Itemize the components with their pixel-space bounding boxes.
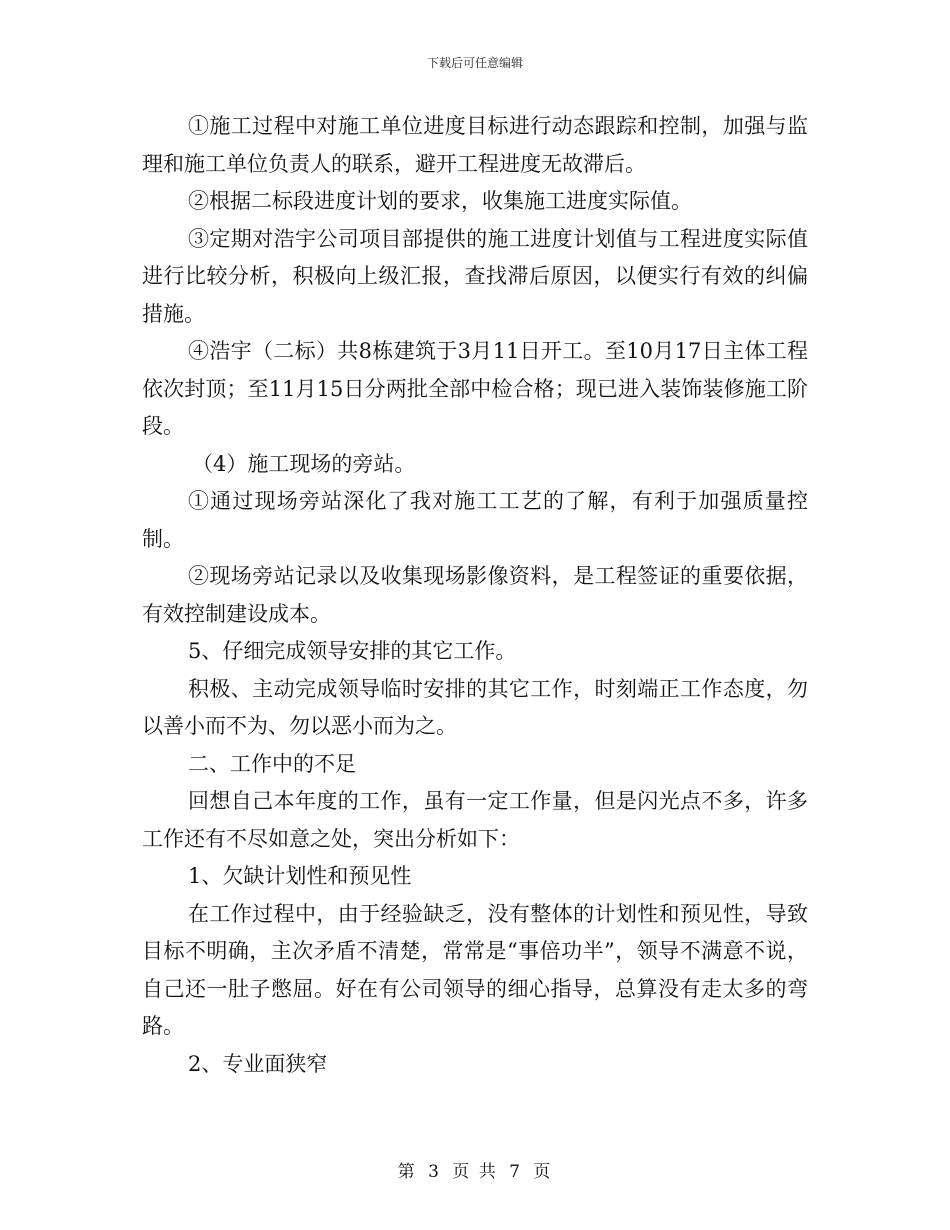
paragraph-9: 积极、主动完成领导临时安排的其它工作，时刻端正工作态度，勿以善小而不为、勿以恶小而为之。 (142, 676, 808, 738)
paragraph-1: ①施工过程中对施工单位进度目标进行动态跟踪和控制，加强与监理和施工单位负责人的联系，避开工程进度无故滞后。 (142, 114, 808, 176)
page-header: 下载后可任意编辑 (426, 56, 523, 70)
paragraph-14: 2、专业面狭窄 (188, 1051, 328, 1076)
paragraph-7: ②现场旁站记录以及收集现场影像资料，是工程签证的重要依据，有效控制建设成本。 (142, 564, 808, 626)
document-body (142, 108, 808, 1083)
paragraph-3: ③定期对浩宇公司项目部提供的施工进度计划值与工程进度实际值进行比较分析，积极向上级汇报，查找滞后原因，以便实行有效的纠偏措施。 (142, 226, 808, 326)
paragraph-12: 1、欠缺计划性和预见性 (188, 864, 412, 888)
paragraph-6: ①通过现场旁站深化了我对施工工艺的了解，有利于加强质量控制。 (142, 489, 808, 551)
footer-suffix: 页 (533, 1162, 553, 1182)
page-footer (0, 1157, 950, 1182)
paragraph-13: 在工作过程中，由于经验缺乏，没有整体的计划性和预见性，导致目标不明确，主次矛盾不清楚，常常是“事倍功半”，领导不满意不说，自己还一肚子憋屈。好在有公司领导的细心指导，总算没有走太多的弯路。 (142, 901, 808, 1038)
footer-prefix: 第 (397, 1162, 417, 1182)
footer-page-number: 3 (428, 1162, 441, 1182)
paragraph-11: 回想自己本年度的工作，虽有一定工作量，但是闪光点不多，许多工作还有不尽如意之处，突出分析如下： (142, 789, 808, 851)
paragraph-5: （4）施工现场的旁站。 (192, 451, 416, 476)
paragraph-2: ②根据二标段进度计划的要求，收集施工进度实际值。 (188, 189, 692, 213)
paragraph-10: 二、工作中的不足 (188, 751, 356, 776)
footer-mid: 页 共 (452, 1162, 498, 1182)
paragraph-8: 5、仔细完成领导安排的其它工作。 (188, 639, 517, 663)
paragraph-4: ④浩宇（二标）共8栋建筑于3月11日开工。至10月17日主体工程依次封顶；至11月15日分两批全部中检合格；现已进入装饰装修施工阶段。 (142, 339, 808, 438)
footer-total-pages: 7 (509, 1162, 522, 1182)
